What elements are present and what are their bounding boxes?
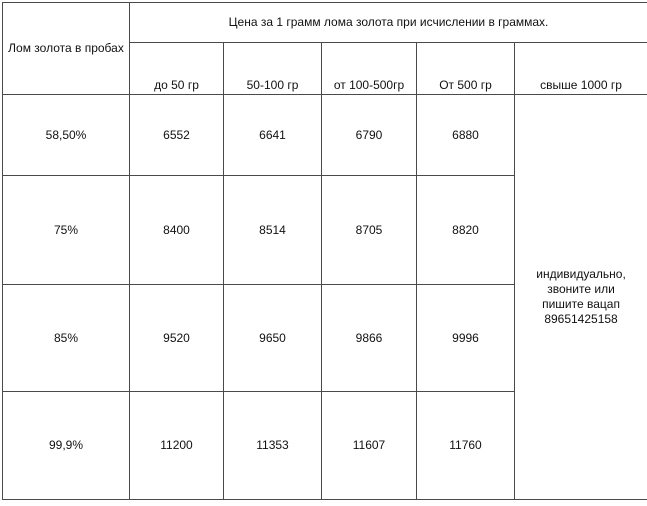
price-cell: 6790: [322, 95, 417, 176]
corner-label: Лом золота в пробах: [3, 3, 130, 95]
price-cell: 6880: [417, 95, 515, 176]
column-header-50-100: 50-100 гр: [224, 43, 322, 95]
table-row: [3, 95, 647, 176]
price-cell: 6552: [130, 95, 224, 176]
column-header-from-500: От 500 гр: [417, 43, 515, 95]
note-line: пишите вацап: [542, 297, 620, 311]
price-cell: 9520: [130, 285, 224, 392]
header-title: Цена за 1 грамм лома золота при исчислении в граммах.: [130, 3, 647, 43]
price-cell: 8705: [322, 176, 417, 285]
price-cell: 11200: [130, 392, 224, 500]
price-cell: 9650: [224, 285, 322, 392]
header-row: [3, 3, 647, 43]
column-header-over-1000: свыше 1000 гр: [515, 43, 647, 95]
gold-price-table: [2, 2, 647, 500]
price-cell: 9996: [417, 285, 515, 392]
price-cell: 8514: [224, 176, 322, 285]
note-line: звоните или: [547, 282, 615, 296]
column-header-100-500: от 100-500гр: [322, 43, 417, 95]
price-cell: 6641: [224, 95, 322, 176]
purity-cell: 58,50%: [3, 95, 130, 176]
purity-cell: 85%: [3, 285, 130, 392]
phone-number: 89651425158: [544, 312, 618, 326]
column-header-up-to-50: до 50 гр: [130, 43, 224, 95]
price-cell: 11607: [322, 392, 417, 500]
price-cell: 11353: [224, 392, 322, 500]
individual-price-note: [515, 95, 647, 500]
price-cell: 8820: [417, 176, 515, 285]
price-cell: 8400: [130, 176, 224, 285]
purity-cell: 75%: [3, 176, 130, 285]
price-cell: 9866: [322, 285, 417, 392]
purity-cell: 99,9%: [3, 392, 130, 500]
price-cell: 11760: [417, 392, 515, 500]
note-line: индивидуально,: [536, 267, 626, 281]
